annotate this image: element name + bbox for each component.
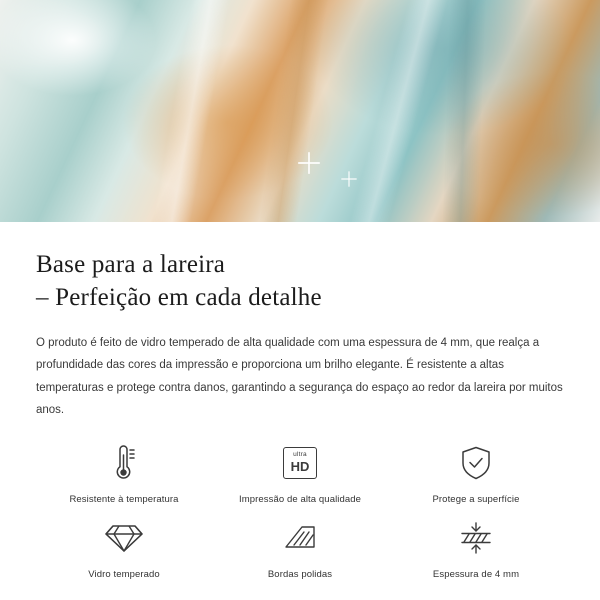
feature-label: Protege a superfície (432, 493, 520, 505)
feature-item (36, 444, 212, 505)
shield-check-icon (460, 444, 492, 482)
headline-line-2: – Perfeição em cada detalhe (36, 284, 322, 311)
feature-item (388, 444, 564, 505)
description-paragraph: O produto é feito de vidro temperado de alta qualidade com uma espessura de 4 mm, que realça a profundidade das cores da impressão e proporciona um brilho elegante. É resistente a altas temperaturas e protege contra danos, garantindo a segurança do espaço ao redor da lareira por muitos anos. (36, 337, 563, 417)
feature-label: Bordas polidas (267, 568, 333, 580)
feature-label: Espessura de 4 mm (432, 568, 520, 580)
feature-item (212, 444, 388, 505)
hero-product-image (0, 0, 600, 222)
feature-label: Resistente à temperatura (69, 493, 179, 505)
feature-item (36, 519, 212, 580)
thickness-arrows-icon (455, 519, 497, 557)
diamond-icon (105, 519, 143, 557)
content-area (0, 248, 600, 580)
page-title (36, 248, 564, 314)
feature-label: Vidro temperado (88, 568, 160, 580)
headline-line-1: Base para a lareira (36, 251, 226, 278)
feature-label: Impressão de alta qualidade (238, 493, 362, 505)
feature-grid (36, 444, 564, 580)
ultra-hd-top-text: ultra (293, 451, 307, 459)
polished-edges-icon (282, 519, 318, 557)
ultra-hd-icon (283, 444, 317, 482)
ultra-hd-bottom-text: HD (290, 458, 310, 474)
feature-item (212, 519, 388, 580)
round-glass-plate-shape (0, 0, 600, 222)
feature-item (388, 519, 564, 580)
thermometer-icon (107, 444, 141, 482)
